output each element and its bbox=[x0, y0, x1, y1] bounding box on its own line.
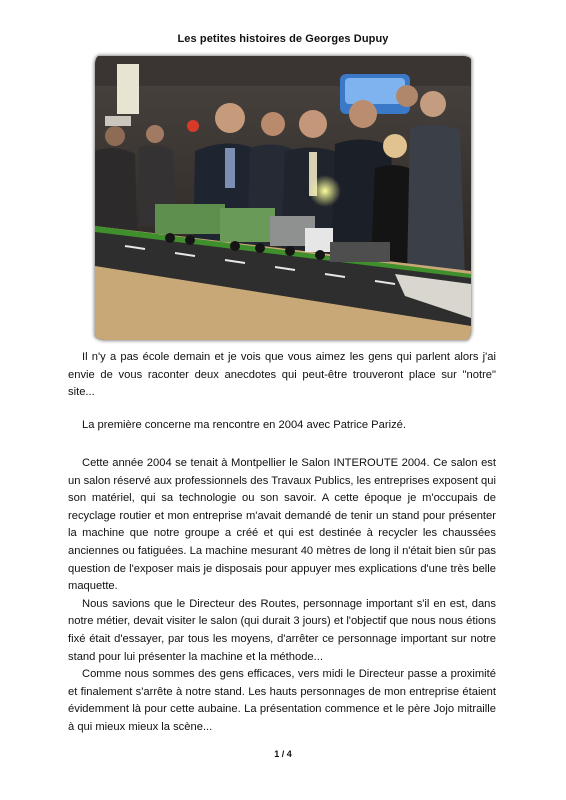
photo-drawing bbox=[95, 56, 471, 340]
page-title: Les petites histoires de Georges Dupuy bbox=[177, 33, 389, 45]
paragraph-intro bbox=[68, 349, 496, 402]
paragraph: La première concerne ma rencontre en 2004 avec Patrice Parizé. bbox=[82, 419, 406, 431]
paragraph: Cette année 2004 se tenait à Montpellier le Salon INTEROUTE 2004. Ce salon est un salon réservé aux professionnels des Travaux Publics, les entreprises exposent qui son matériel, qui sa technologie ou son savoir. A cette époque je m'occupais de recyclage routier et mon entreprise m'avait demandé de tenir un stand pour présenter la machine que notre groupe a créé et qui est destinée à recycler les chaussées anciennes ou fatiguées. La machine mesurant 40 mètres de long il n'était bien sûr pas question de l'exposer mais je disposais pour appuyer mes explications d'une très belle maquette. bbox=[68, 457, 496, 593]
paragraph: Il n'y a pas école demain et je vois que vous aimez les gens qui parlent alors j'ai envie de vous raconter deux anecdotes qui peut-être trouveront place sur "notre" site... bbox=[68, 351, 496, 399]
paragraph: Nous savions que le Directeur des Routes, personnage important s'il en est, dans notre métier, devait visiter le salon (qui durait 3 jours) et l'objectif que nous nous étions fixé était d'essayer, par tous les moyens, d'arrêter ce personnage important sur notre stand pour lui présenter la machine et la méthode... bbox=[68, 597, 496, 663]
paragraph-first-story bbox=[68, 417, 496, 435]
paragraph: Comme nous sommes des gens efficaces, vers midi le Directeur passe a proximité et finalement s'arrête à notre stand. Les hauts personnages de mon entreprise étaient évidemment là pour cette aubaine. La présentation commence et le père Jojo mitraille à qui mieux mieux la scène... bbox=[68, 668, 496, 733]
story-body bbox=[68, 455, 496, 737]
exhibition-photo bbox=[95, 56, 471, 340]
page-number: 1 / 4 bbox=[274, 749, 292, 759]
